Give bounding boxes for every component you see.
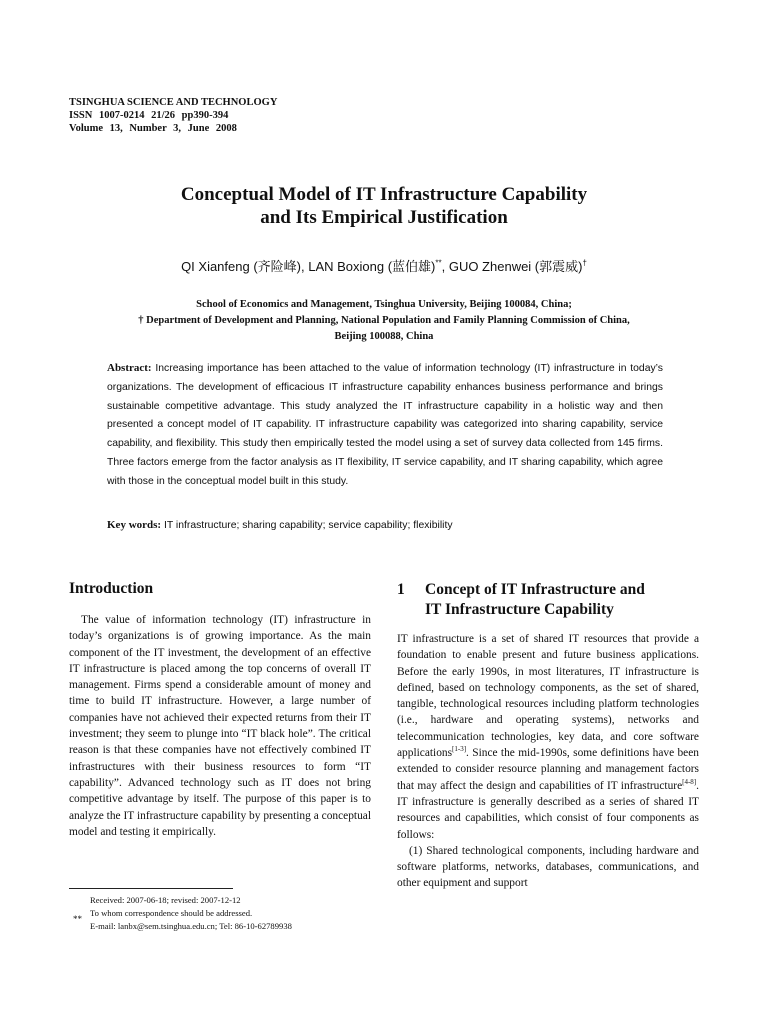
author-list <box>0 258 768 276</box>
journal-volume: Volume 13, Number 3, June 2008 <box>69 123 237 134</box>
abstract <box>107 359 663 492</box>
journal-issn: ISSN 1007-0214 21/26 pp390-394 <box>69 110 229 121</box>
footnote-text: Received: 2007-06-18; revised: 2007-12-12 <box>90 895 241 905</box>
introduction-body <box>69 612 371 840</box>
keywords <box>107 517 663 534</box>
paragraph-text: . Since the mid-1990s, some definitions have been extended to consider resource planning and management factors that may affect the design and capabilities of IT infrastructure <box>397 747 699 792</box>
citation-ref-2: [4-8] <box>682 777 697 786</box>
paragraph-text: IT infrastructure is a set of shared IT resources that provide a foundation to enable present and future business applications. Before the early 1990s, in most literatures, IT infrastructure is defined, based on technology components, as the set of shared, tangible, technological resources including platform technologies (i.e., hardware and operating systems), networks and telecommunication technologies, key data, and core software applications <box>397 633 699 760</box>
author-guo: , GUO Zhenwei (郭震威) <box>441 259 583 274</box>
affiliation-line-3: Beijing 100088, China <box>334 331 434 342</box>
author-lan: LAN Boxiong (蓝伯雄) <box>308 259 436 274</box>
footnotes <box>69 894 369 933</box>
footnote-contact <box>69 920 369 933</box>
introduction-paragraph: The value of information technology (IT) infrastructure in today’s organizations is of growing importance. As the main component of the IT investment, the development of an effective IT infrastructure is placed among the top concerns of overall IT management. Firms spend a considerable amount of money and time to build IT infrastructure. However, a large number of companies have not achieved their expected returns from their IT investment; they seem to plunge into “IT black hole”. The critical reason is that these companies have not effectively combined IT infrastructures with their business resources to form “IT capability”. Advanced technology such as IT does not bring competitive advantage by itself. The purpose of this paper is to analyze the IT infrastructure capability by presenting a conceptual model and testing it empirically. <box>69 614 371 838</box>
footnote-divider <box>69 888 233 889</box>
title-line-1: Conceptual Model of IT Infrastructure Capability <box>180 184 588 205</box>
section-1-heading <box>397 580 699 620</box>
affiliation-mark: † <box>582 258 587 268</box>
affiliations <box>0 297 768 345</box>
footnote-text: To whom correspondence should be addressed. <box>90 908 253 918</box>
author-qi: QI Xianfeng (齐险峰), <box>181 259 309 274</box>
abstract-text: Increasing importance has been attached to the value of information technology (IT) infrastructure in today’s organizations. The development of efficacious IT infrastructure capability enhances business performance and brings sustainable competitive advantage. This study analyzed the IT infrastructure capability in a holistic way and then presented a concept model of IT capability. IT infrastructure capability was categorized into sharing capability, service capability, and flexibility. This study then empirically tested the model using a set of survey data collected from 145 firms. Three factors emerge from the factor analysis as IT flexibility, IT service capability, and IT sharing capability, which agree with those in the conceptual model built in this study. <box>107 363 663 487</box>
affiliation-line-1: School of Economics and Management, Tsinghua University, Beijing 100084, China; <box>196 299 572 310</box>
footnote-text: E-mail: lanbx@sem.tsinghua.edu.cn; Tel: 86-10-62789938 <box>90 921 292 931</box>
introduction-heading: Introduction <box>69 580 154 597</box>
section-1-body <box>397 631 699 892</box>
section-heading-line-2: IT Infrastructure Capability <box>425 601 614 618</box>
journal-name: TSINGHUA SCIENCE AND TECHNOLOGY <box>69 97 278 108</box>
journal-header <box>69 96 277 135</box>
paragraph-text: . IT infrastructure is generally described as a series of shared IT resources and capabilities, which consist of four components as follows: <box>397 779 699 841</box>
footnote-mark: ** <box>73 914 82 924</box>
footnote-received <box>69 894 369 907</box>
footnote-correspondence <box>69 907 369 924</box>
section-heading-line-1: Concept of IT Infrastructure and <box>425 581 645 598</box>
title-line-2: and Its Empirical Justification <box>260 207 508 228</box>
section-number: 1 <box>397 581 405 598</box>
keywords-label: Key words: <box>107 519 162 531</box>
paper-title <box>0 183 768 229</box>
affiliation-line-2: † Department of Development and Planning, National Population and Family Planning Commission of China, <box>138 315 630 326</box>
corresponding-mark: ** <box>435 258 442 268</box>
section-1-paragraph-1 <box>397 631 699 843</box>
section-1-paragraph-2: (1) Shared technological components, including hardware and software platforms, networks, databases, communications, and other equipment and support <box>397 844 699 890</box>
keywords-text: IT infrastructure; sharing capability; service capability; flexibility <box>163 520 453 531</box>
citation-ref-1: [1-3] <box>452 745 467 754</box>
abstract-label: Abstract: <box>107 362 152 374</box>
